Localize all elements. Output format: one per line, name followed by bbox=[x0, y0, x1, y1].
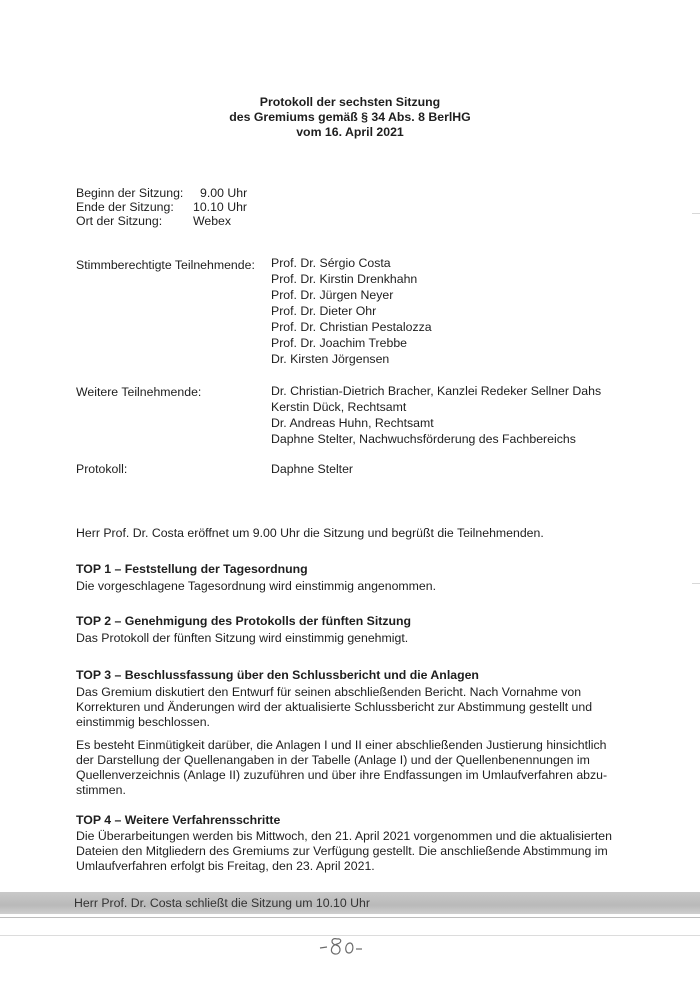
other-attendee: Daphne Stelter, Nachwuchsförderung des Fachbereichs bbox=[271, 432, 576, 446]
title-line-3: vom 16. April 2021 bbox=[296, 125, 404, 139]
other-attendee: Kerstin Dück, Rechtsamt bbox=[271, 400, 407, 414]
scan-line bbox=[0, 917, 700, 918]
handwritten-page-number bbox=[318, 931, 366, 961]
voting-members-list bbox=[271, 256, 432, 368]
voting-member: Prof. Dr. Sérgio Costa bbox=[271, 256, 391, 270]
paragraph-line: Korrekturen und Änderungen wird der aktualisierte Schlussbericht zur Abstimmung gestellt und bbox=[76, 700, 593, 714]
top4-heading: TOP 4 – Weitere Verfahrensschritte bbox=[76, 813, 281, 827]
paragraph-line: der Darstellung der Quellenangaben in der Tabelle (Anlage I) und der Quellenbenennungen im bbox=[76, 753, 590, 767]
other-attendee: Dr. Andreas Huhn, Rechtsamt bbox=[271, 416, 434, 430]
scan-edge-mark bbox=[692, 213, 700, 214]
top4-paragraph bbox=[76, 829, 631, 874]
closing-sentence: Herr Prof. Dr. Costa schließt die Sitzung um 10.10 Uhr bbox=[74, 896, 370, 910]
minutes-label: Protokoll: bbox=[76, 462, 128, 476]
paragraph-line: Dateien den Mitgliedern des Gremiums zur Verfügung gestellt. Die anschließende Abstimmung im bbox=[76, 844, 608, 858]
voting-member: Prof. Dr. Joachim Trebbe bbox=[271, 336, 408, 350]
top1-text: Die vorgeschlagene Tagesordnung wird einstimmig angenommen. bbox=[76, 579, 437, 593]
place-label: Ort der Sitzung: bbox=[76, 214, 163, 228]
top2-text: Das Protokoll der fünften Sitzung wird einstimmig genehmigt. bbox=[76, 631, 409, 645]
title-line-2: des Gremiums gemäß § 34 Abs. 8 BerlHG bbox=[229, 110, 471, 124]
opening-paragraph: Herr Prof. Dr. Costa eröffnet um 9.00 Uhr die Sitzung und begrüßt die Teilnehmenden. bbox=[76, 526, 544, 540]
top1-heading: TOP 1 – Feststellung der Tagesordnung bbox=[76, 562, 308, 576]
voting-member: Prof. Dr. Jürgen Neyer bbox=[271, 288, 394, 302]
other-attendees-label: Weitere Teilnehmende: bbox=[76, 385, 202, 399]
paragraph-line: Die Überarbeitungen werden bis Mittwoch, den 21. April 2021 vorgenommen und die aktualisierten bbox=[76, 829, 612, 843]
end-value: 10.10 Uhr bbox=[193, 200, 248, 214]
other-attendee: Dr. Christian-Dietrich Bracher, Kanzlei Redeker Sellner Dahs bbox=[271, 384, 602, 398]
paragraph-line: Quellenverzeichnis (Anlage II) zuzuführen und über ihre Endfassungen im Umlaufverfahren abzu- bbox=[76, 768, 608, 782]
voting-member: Prof. Dr. Christian Pestalozza bbox=[271, 320, 432, 334]
document-title bbox=[0, 95, 700, 140]
scan-edge-mark bbox=[692, 583, 700, 584]
paragraph-line: Das Gremium diskutiert den Entwurf für seinen abschließenden Bericht. Nach Vornahme von bbox=[76, 685, 582, 699]
voting-member: Prof. Dr. Kirstin Drenkhahn bbox=[271, 272, 418, 286]
paragraph-line: stimmen. bbox=[76, 783, 126, 797]
start-value: 9.00 Uhr bbox=[200, 186, 248, 200]
top3-heading: TOP 3 – Beschlussfassung über den Schlussbericht und die Anlagen bbox=[76, 668, 479, 682]
paragraph-line: einstimmig beschlossen. bbox=[76, 715, 210, 729]
top3-paragraph-1 bbox=[76, 685, 631, 730]
voting-members-label: Stimmberechtigte Teilnehmende: bbox=[76, 258, 255, 272]
other-attendees-list bbox=[271, 384, 601, 448]
top3-paragraph-2 bbox=[76, 738, 631, 798]
voting-member: Prof. Dr. Dieter Ohr bbox=[271, 304, 377, 318]
top2-heading: TOP 2 – Genehmigung des Protokolls der fünften Sitzung bbox=[76, 614, 412, 628]
voting-member: Dr. Kirsten Jörgensen bbox=[271, 352, 390, 366]
paragraph-line: Umlaufverfahren erfolgt bis Freitag, den 23. April 2021. bbox=[76, 859, 375, 873]
title-line-1: Protokoll der sechsten Sitzung bbox=[259, 95, 441, 109]
paragraph-line: Es besteht Einmütigkeit darüber, die Anlagen I und II einer abschließenden Justierung hinsichtlich bbox=[76, 738, 607, 752]
end-label: Ende der Sitzung: bbox=[76, 200, 174, 214]
minutes-value: Daphne Stelter bbox=[271, 462, 354, 476]
start-label: Beginn der Sitzung: bbox=[76, 186, 184, 200]
place-value: Webex bbox=[193, 214, 232, 228]
